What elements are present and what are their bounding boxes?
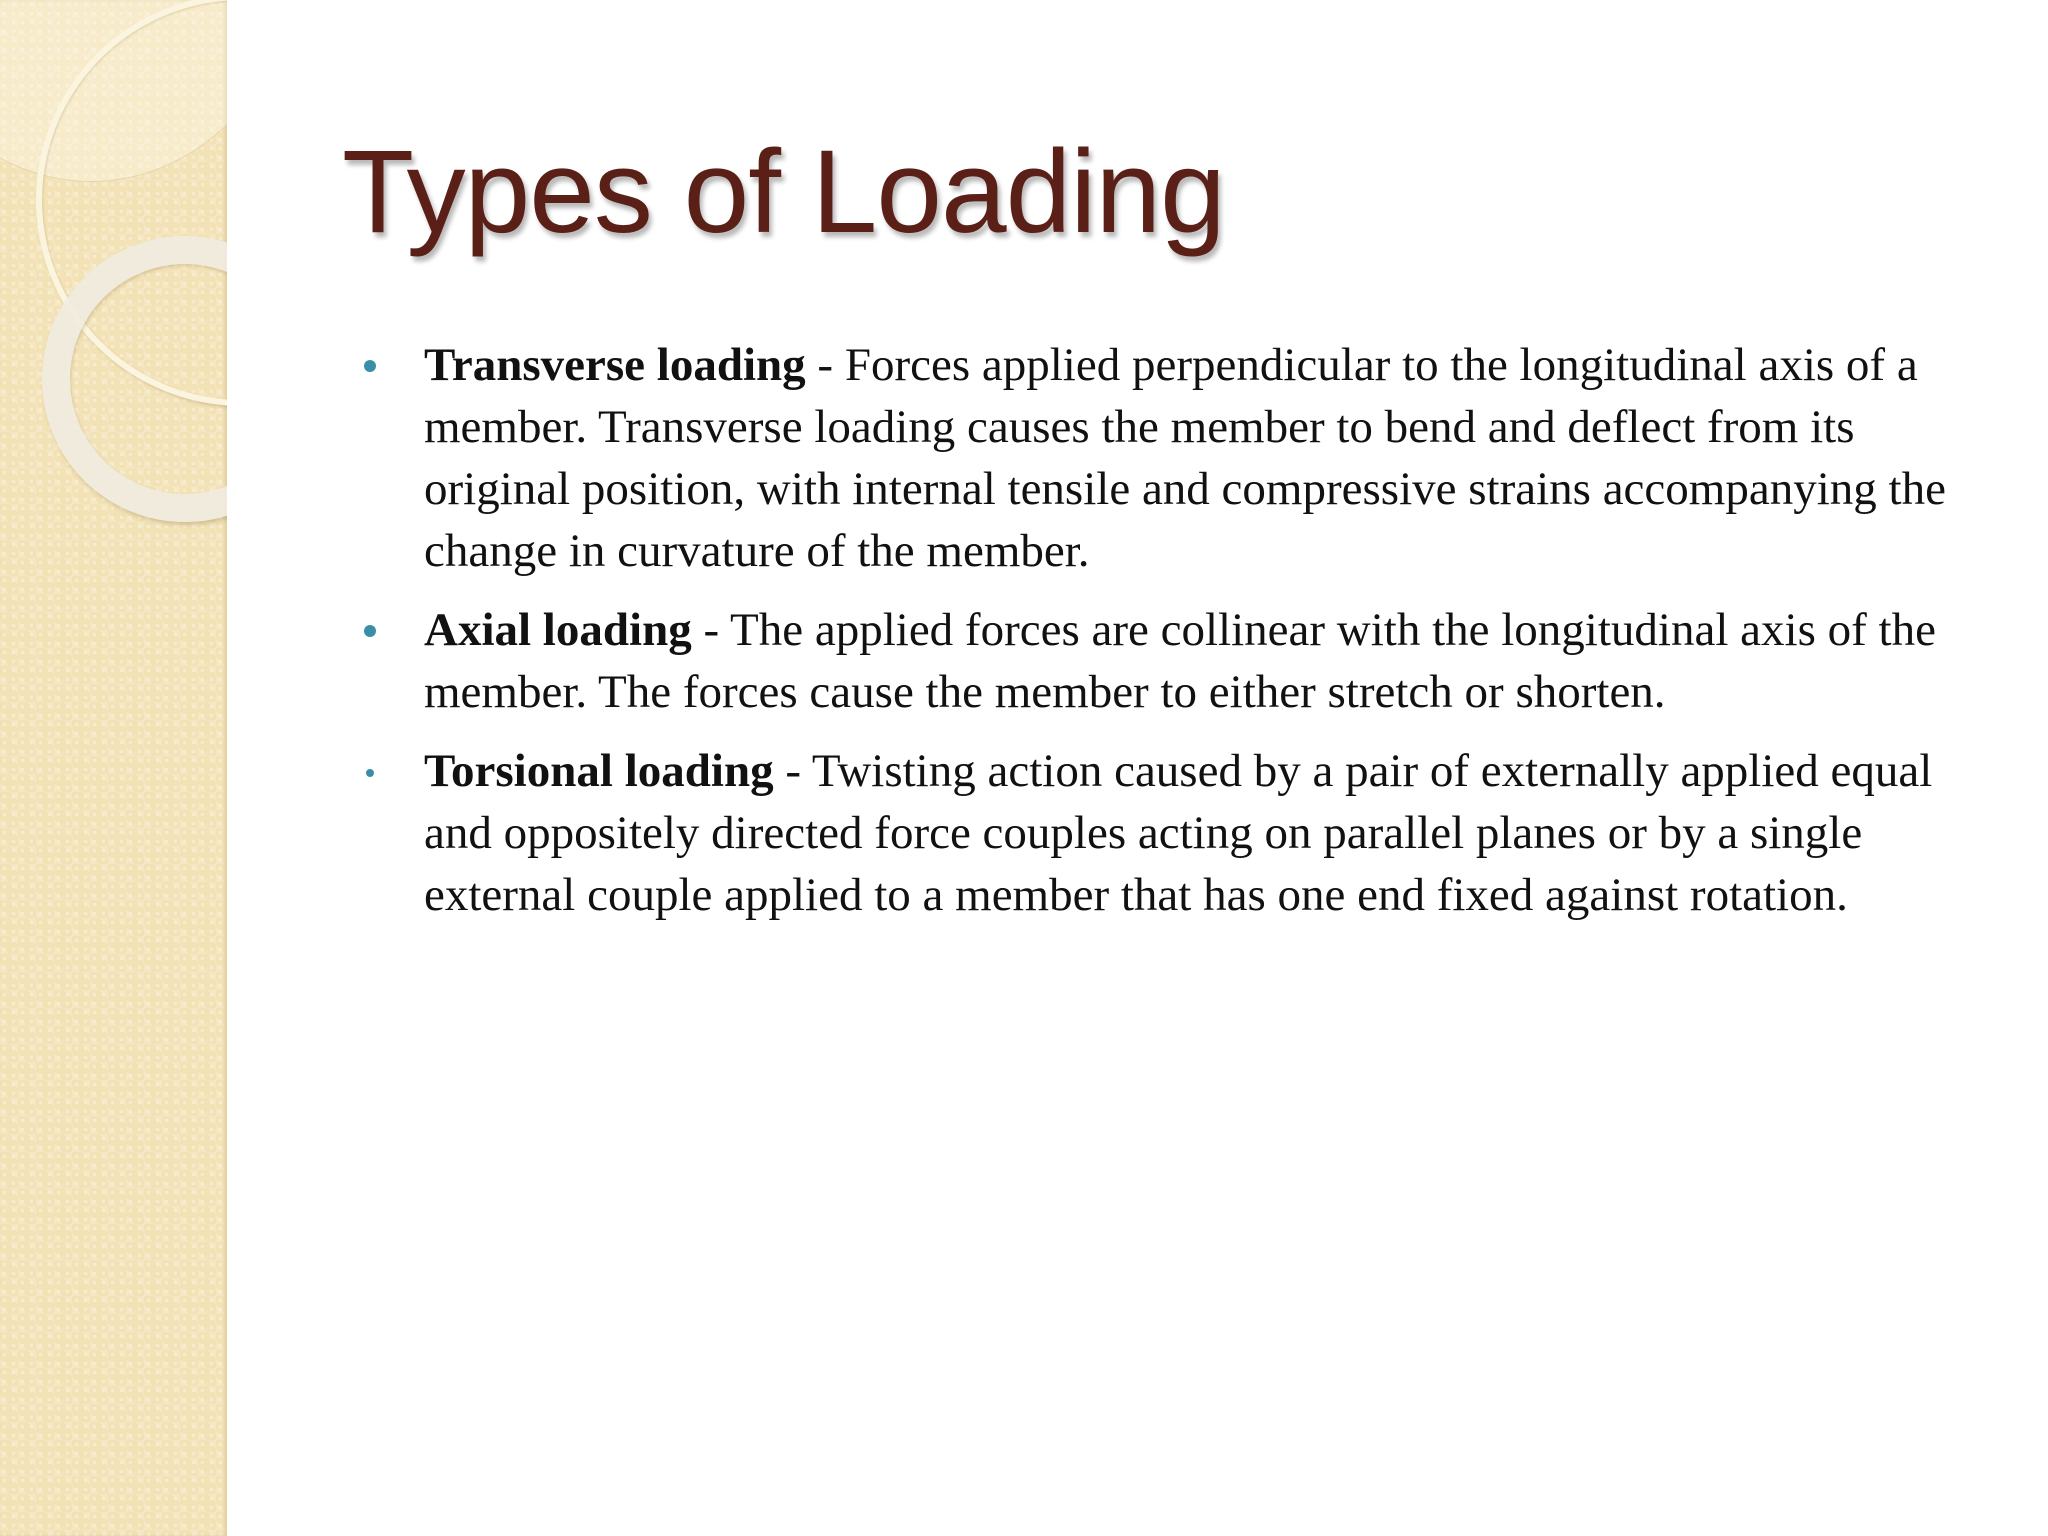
bullet-axial-loading xyxy=(350,599,2010,723)
bullet-dot-icon xyxy=(366,769,374,777)
bullet-dot-icon xyxy=(364,625,376,637)
bullet-description: Twisting action caused by a pair of externally applied equal and oppositely directed force couples acting on parallel planes or by a single external couple applied to a member that has one end fixed against rotation. xyxy=(424,745,1933,921)
bullet-term: Torsional loading xyxy=(424,745,774,797)
bullet-description: Forces applied perpendicular to the longitudinal axis of a member. Transverse loading causes the member to bend and deflect from its original position, with internal tensile and compressive strains accompanying the change in curvature of the member. xyxy=(424,339,1946,577)
bullet-separator: - xyxy=(773,745,812,797)
bullet-transverse-loading xyxy=(350,334,2010,582)
bullet-description: The applied forces are collinear with the longitudinal axis of the member. The forces cause the member to either stretch or shorten. xyxy=(424,604,1936,718)
bullet-separator: - xyxy=(805,339,845,391)
bullet-term: Axial loading xyxy=(424,604,692,656)
bullet-dot-icon xyxy=(364,360,376,372)
bullet-torsional-loading xyxy=(350,740,2010,926)
bullet-separator: - xyxy=(691,604,731,656)
decorative-sidebar xyxy=(0,0,227,1536)
slide-title: Types of Loading xyxy=(342,126,1225,258)
bullet-list xyxy=(350,334,2010,943)
bullet-term: Transverse loading xyxy=(424,339,806,391)
